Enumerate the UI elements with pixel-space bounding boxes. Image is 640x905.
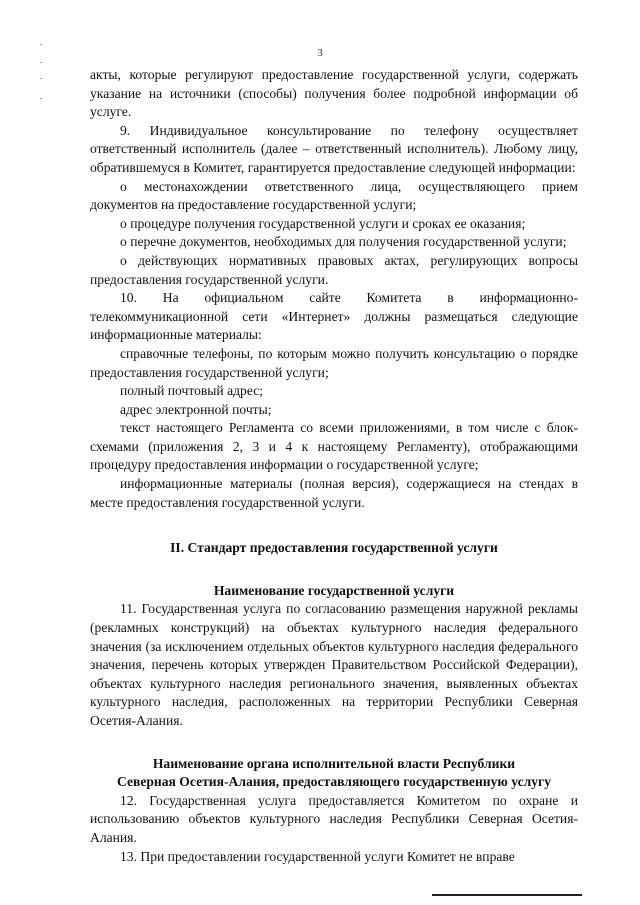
list-item-legal-acts: о действующих нормативных правовых актах, регулирующих вопросы предоставления государственной услуги. [90,252,578,287]
paragraph-continuation: акты, которые регулируют предоставление государственной услуги, содержать указание на источники (способы) получения более подробной информации об услуге. [90,67,578,120]
paragraph-9: 9. Индивидуальное консультирование по телефону осуществляет ответственный исполнитель (далее – ответственный исполнитель). Любому лицу, обратившемуся в Комитет, гарантируется предоставление следующей информации: [90,122,578,175]
list-item-regulation-text: текст настоящего Регламента со всеми приложениями, в том числе с блок-схемами (приложения 2, 3 и 4 к настоящему Регламенту), отображающими процедуру предоставления информации о государственной услуге; [90,420,578,473]
list-item-info-materials: информационные материалы (полная версия), содержащиеся на стендах в месте предоставления государственной услуги. [90,476,578,510]
subheading-authority-line2: Северная Осетия-Алания, предоставляющего государственную услугу [116,774,552,790]
list-item-procedure: о процедуре получения государственной услуги и сроках ее оказания; [120,215,526,231]
list-item-location: о местонахождении ответственного лица, осуществляющего прием документов на предоставление государственной услуги; [90,178,578,213]
paragraph-12: 12. Государственная услуга предоставляется Комитетом по охране и использованию объектов культурного наследия Республики Северная Осетия-Алания. [90,792,578,845]
page-number: 3 [317,47,323,59]
subheading-service-name: Наименование государственной услуги [213,582,455,598]
list-item-documents: о перечне документов, необходимых для получения государственной услуги; [120,234,567,250]
section-title: II. Стандарт предоставления государственной услуги [170,540,498,556]
document-body [90,66,578,866]
list-item-email: адрес электронной почты; [120,401,272,417]
scan-margin-marks [40,40,46,110]
footnote-separator-line [432,894,582,896]
paragraph-11: 11. Государственная услуга по согласованию размещения наружной рекламы (рекламных конструкций) на объектах культурного наследия федерального значения (за исключением отдельных объектов культурного наследия федерального значения, перечень которых утвержден Правительством Российской Федерации), объектах культурного наследия регионального значения, выявленных объектах культурного наследия, расположенных на территории Республики Северная Осетия-Алания. [90,601,578,728]
paragraph-10: 10. На официальном сайте Комитета в информационно-телекоммуникационной сети «Интернет» должны размещаться следующие информационные материалы: [90,290,578,343]
paragraph-13: 13. При предоставлении государственной услуги Комитет не вправе [120,848,515,864]
subheading-authority-line1: Наименование органа исполнительной власти Республики [152,755,516,771]
list-item-phones: справочные телефоны, по которым можно получить консультацию о порядке предоставления государственной услуги; [90,345,578,380]
list-item-postal-address: полный почтовый адрес; [120,383,264,399]
